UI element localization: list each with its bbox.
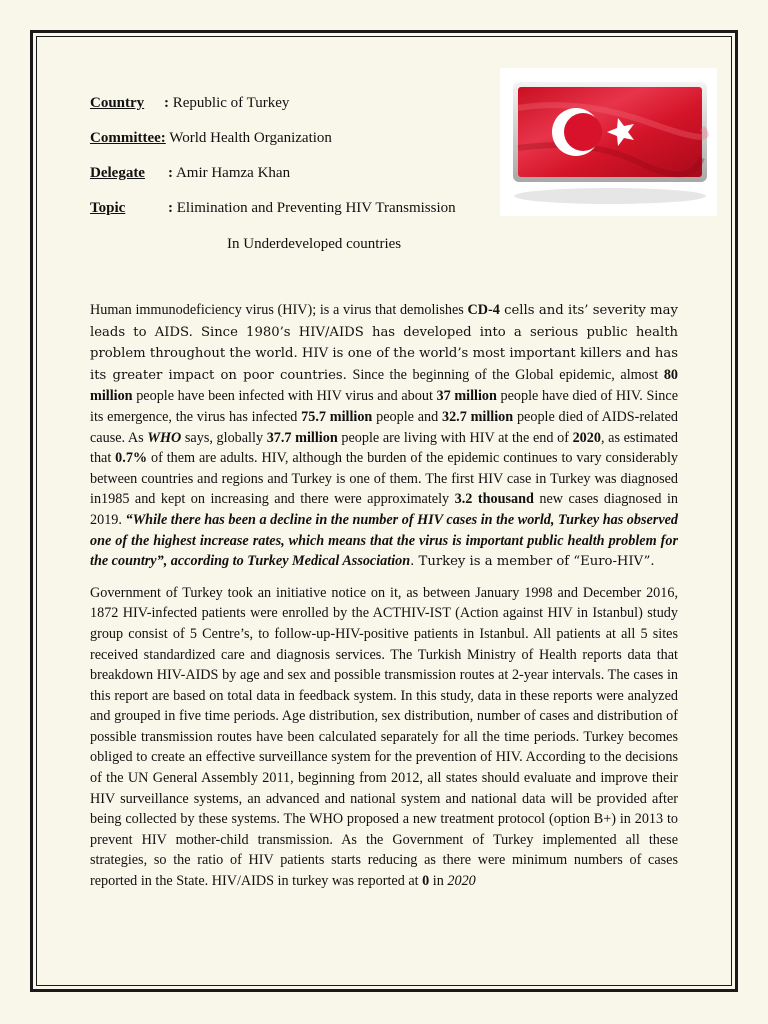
- committee-row: [90, 129, 510, 164]
- country-label: Country: [90, 95, 145, 111]
- committee-label: Committee:: [90, 130, 166, 146]
- p1-bold-10: 3.2 thousand: [454, 491, 534, 508]
- p1-bold-5: 32.7 million: [441, 408, 514, 425]
- p1-bold-3: 37 million: [436, 388, 497, 405]
- topic-row: [90, 199, 510, 234]
- p1-text-2: cells and its’ severity may leads to AIDS. Since 1980’s HIV/AIDS has developed into a serious public health problem throughout the world. HIV is one of the world’s most important killers and has its greater impact on poor countries.: [90, 303, 678, 383]
- p1-bold-4: 75.7 million: [301, 408, 373, 425]
- topic-value-continuation: In Underdeveloped countries: [227, 236, 402, 252]
- p1-bold-who: WHO: [147, 429, 182, 446]
- p1-quote: “While there has been a decline in the number of HIV cases in the world, Turkey has observed one of the highest increase rates, which means that the virus is important public health problem for the country”, according to Turkey Medical Association: [90, 511, 679, 570]
- p1-text-10: , as estimated that: [90, 429, 678, 467]
- p1-text-5: people have died of HIV. Since its emergence, the virus has infected: [90, 388, 678, 425]
- p2-text-1: Government of Turkey took an initiative notice on it, as between January 1998 and December 2016, 1872 HIV-infected patients were enrolled by the ACTHIV-IST (Action against HIV in Istanbul) study group consist of 5 Centre’s, to follow-up-HIV-positive patients in Istanbul. All patients at all 5 sites received standardized care and diagnosis services. The Turkish Ministry of Health reports data that breakdown HIV-AIDS by age and sex and possible transmission routes at 2-year intervals. The cases in this report are based on total data in feedback system. In this study, data in these reports were analyzed and grouped in five time periods. Age distribution, sex distribution, number of cases and distribution of possible transmission routes have been calculated separately for all the time periods. Turkey becomes obliged to create an effective surveillance system for the prevention of HIV. According to the decisions of the UN General Assembly 2011, beginning from 2012, all states should evaluate and improve their HIV surveillance systems, an advanced and national system and national data will be provided after being collected by these systems. The WHO proposed a new treatment protocol (option B+) in 2013 to prevent HIV mother-child transmission. As the Government of Turkey implemented all these strategies, so the ratio of HIV patients starts reducing as there were minimum numbers of cases reported in the State. HIV/AIDS in turkey was reported at: [90, 584, 678, 890]
- delegate-row: [90, 164, 510, 199]
- p1-bold-7: 37.7 million: [266, 429, 338, 446]
- turkey-flag-icon: [500, 68, 717, 216]
- p1-text-1: Human immunodeficiency virus (HIV); is a virus that demolishes: [90, 302, 468, 318]
- p1-text-12: new cases diagnosed in 2019.: [90, 491, 678, 528]
- p1-text-6: people and: [372, 408, 442, 425]
- p2-bold-1: 0: [422, 873, 430, 890]
- topic-colon: :: [168, 200, 173, 216]
- country-colon: :: [164, 95, 169, 111]
- p1-bold-1: CD-4: [467, 302, 500, 318]
- p2-italic-1: 2020: [447, 873, 476, 890]
- delegate-value: Amir Hamza Khan: [175, 165, 291, 181]
- document-header: [90, 94, 510, 234]
- p1-text-13: . Turkey is a member of “Euro-HIV”.: [410, 554, 655, 570]
- topic-value: Elimination and Preventing HIV Transmission: [176, 200, 456, 216]
- committee-value: World Health Organization: [169, 130, 332, 146]
- body-text: [90, 300, 678, 902]
- paragraph-1: [90, 300, 678, 573]
- p1-text-8: says, globally: [181, 429, 267, 446]
- p1-bold-8: 2020: [572, 429, 601, 446]
- p1-bold-2: 80 million: [90, 366, 678, 405]
- delegate-label: Delegate: [90, 165, 145, 181]
- p1-text-9: people are living with HIV at the end of: [337, 429, 573, 446]
- topic-label: Topic: [90, 200, 126, 216]
- turkey-flag-image: [500, 68, 717, 216]
- p1-text-3: Since the beginning of the Global epidemic, almost: [346, 366, 664, 383]
- p1-text-4: people have been infected with HIV virus and about: [132, 388, 437, 405]
- paragraph-2: [90, 583, 678, 892]
- country-value: Republic of Turkey: [172, 95, 290, 111]
- p1-bold-9: 0.7%: [115, 450, 148, 467]
- p1-text-7: people died of AIDS-related cause. As: [90, 408, 679, 446]
- delegate-colon: :: [168, 165, 173, 181]
- p2-text-2: in: [429, 873, 448, 890]
- p1-text-11: of them are adults. HIV, although the burden of the epidemic continues to vary considerably between countries and regions and Turkey is one of them. The first HIV case in Turkey was diagnosed in1985 and kept on increasing and there were approximately: [90, 450, 678, 508]
- country-row: [90, 94, 510, 129]
